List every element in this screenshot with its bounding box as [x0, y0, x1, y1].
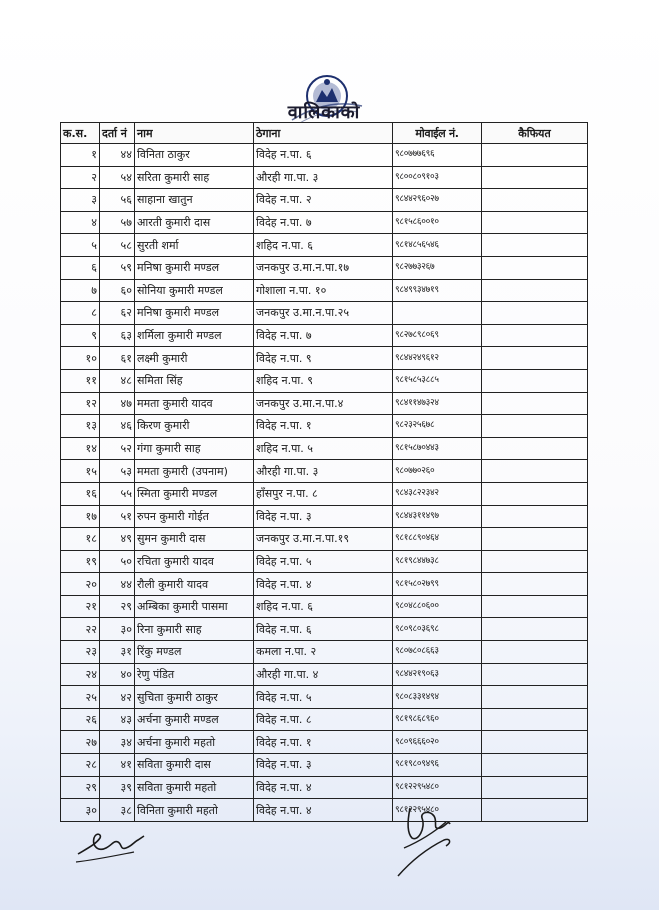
table-row [61, 369, 588, 392]
table-row [61, 618, 588, 641]
cell-sn: १५ [61, 460, 100, 483]
cell-sn: १० [61, 347, 100, 370]
cell-reg: ६३ [100, 324, 135, 347]
cell-address: विदेह न.पा. ४ [254, 573, 393, 596]
cell-sn: १९ [61, 550, 100, 573]
cell-mobile: ९८४४२४९६१२ [393, 347, 482, 370]
cell-name: रिना कुमारी साह [135, 618, 254, 641]
cell-mobile: ९८०९८०३६९८ [393, 618, 482, 641]
cell-remarks [482, 437, 588, 460]
cell-address: शहिद न.पा. ६ [254, 234, 393, 257]
cell-address: हाँसपुर न.पा. ८ [254, 482, 393, 505]
cell-reg: ५८ [100, 234, 135, 257]
table-row [61, 347, 588, 370]
cell-sn: २८ [61, 754, 100, 777]
cell-sn: ४ [61, 211, 100, 234]
cell-name: मनिषा कुमारी मण्डल [135, 256, 254, 279]
table-row [61, 731, 588, 754]
cell-remarks [482, 369, 588, 392]
cell-reg: ५३ [100, 460, 135, 483]
cell-sn: १८ [61, 528, 100, 551]
table-row [61, 528, 588, 551]
cell-sn: ५ [61, 234, 100, 257]
table-row [61, 686, 588, 709]
cell-remarks [482, 256, 588, 279]
cell-sn: २६ [61, 708, 100, 731]
cell-name: किरण कुमारी [135, 415, 254, 438]
cell-mobile: ९८१५८०२७९९ [393, 573, 482, 596]
cell-reg: ४६ [100, 415, 135, 438]
cell-remarks [482, 731, 588, 754]
cell-mobile: ९८१२२९५४८० [393, 776, 482, 799]
cell-mobile: ९८१९८०९४९६ [393, 754, 482, 777]
cell-remarks [482, 641, 588, 664]
cell-sn: १ [61, 144, 100, 167]
cell-remarks [482, 415, 588, 438]
cell-remarks [482, 708, 588, 731]
cell-address: विदेह न.पा. ७ [254, 211, 393, 234]
cell-mobile: ९८१२२९५४८० [393, 799, 482, 822]
table-row [61, 754, 588, 777]
cell-sn: २० [61, 573, 100, 596]
cell-remarks [482, 754, 588, 777]
table-row [61, 324, 588, 347]
cell-reg: ४९ [100, 528, 135, 551]
cell-name: अर्चना कुमारी मण्डल [135, 708, 254, 731]
cell-address: शहिद न.पा. ५ [254, 437, 393, 460]
cell-sn: २९ [61, 776, 100, 799]
cell-reg: ५९ [100, 256, 135, 279]
cell-address: कमला न.पा. २ [254, 641, 393, 664]
cell-sn: १२ [61, 392, 100, 415]
cell-address: विदेह न.पा. ९ [254, 347, 393, 370]
table-row [61, 776, 588, 799]
table-row [61, 189, 588, 212]
cell-address: औरही गा.पा. ३ [254, 460, 393, 483]
cell-sn: ८ [61, 302, 100, 325]
table-row [61, 166, 588, 189]
cell-reg: ४४ [100, 144, 135, 167]
cell-name: ममता कुमारी (उपनाम) [135, 460, 254, 483]
table-header-row [61, 123, 588, 144]
cell-name: रिंकु मण्डल [135, 641, 254, 664]
cell-remarks [482, 211, 588, 234]
cell-address: गोशाला न.पा. १० [254, 279, 393, 302]
cell-reg: ४४ [100, 573, 135, 596]
right-signature-icon [390, 798, 464, 880]
cell-sn: ३० [61, 799, 100, 822]
cell-name: विनिता ठाकुर [135, 144, 254, 167]
cell-mobile: ९८०८३३१४९४ [393, 686, 482, 709]
cell-name: सविता कुमारी दास [135, 754, 254, 777]
header-reg: दर्ता नं [100, 123, 135, 144]
table-row [61, 595, 588, 618]
cell-name: सुचिता कुमारी ठाकुर [135, 686, 254, 709]
table-row [61, 211, 588, 234]
table-row [61, 550, 588, 573]
table-row [61, 302, 588, 325]
cell-mobile: ९८१५८६००१० [393, 211, 482, 234]
cell-sn: ९ [61, 324, 100, 347]
cell-sn: ७ [61, 279, 100, 302]
cell-remarks [482, 392, 588, 415]
cell-reg: २९ [100, 595, 135, 618]
table-row [61, 437, 588, 460]
cell-mobile: ९८०७७०२६० [393, 460, 482, 483]
cell-reg: ३८ [100, 799, 135, 822]
header-remarks: कैफियत [482, 123, 588, 144]
cell-address: औरही गा.पा. ३ [254, 166, 393, 189]
table-row [61, 415, 588, 438]
cell-name: अर्चना कुमारी महतो [135, 731, 254, 754]
cell-remarks [482, 618, 588, 641]
cell-mobile: ९८१८८९०४६४ [393, 528, 482, 551]
cell-mobile: ९८०७८०८६६३ [393, 641, 482, 664]
cell-address: शहिद न.पा. ६ [254, 595, 393, 618]
cell-reg: ५६ [100, 189, 135, 212]
document-title: वालिकाको [287, 102, 361, 123]
cell-name: आरती कुमारी दास [135, 211, 254, 234]
cell-name: स्मिता कुमारी मण्डल [135, 482, 254, 505]
cell-remarks [482, 324, 588, 347]
cell-reg: ३१ [100, 641, 135, 664]
cell-reg: ४१ [100, 754, 135, 777]
cell-reg: ५५ [100, 482, 135, 505]
cell-address: विदेह न.पा. ७ [254, 324, 393, 347]
table-row [61, 279, 588, 302]
cell-mobile: ९८४४२९६०२७ [393, 189, 482, 212]
cell-reg: ३० [100, 618, 135, 641]
cell-remarks [482, 166, 588, 189]
header-mobile: मोवाईल नं. [393, 123, 482, 144]
cell-sn: २ [61, 166, 100, 189]
cell-address: जनकपुर उ.मा.न.पा.४ [254, 392, 393, 415]
table-row [61, 144, 588, 167]
cell-address: विदेह न.पा. ८ [254, 708, 393, 731]
left-signature-icon [74, 818, 152, 868]
table-row [61, 573, 588, 596]
cell-reg: ४७ [100, 392, 135, 415]
cell-reg: ३४ [100, 731, 135, 754]
table-body [61, 144, 588, 822]
cell-remarks [482, 505, 588, 528]
table-row [61, 505, 588, 528]
cell-sn: १६ [61, 482, 100, 505]
cell-mobile [393, 302, 482, 325]
cell-mobile: ९८१९८६८९६० [393, 708, 482, 731]
cell-mobile: ९८०९६६६०२० [393, 731, 482, 754]
cell-mobile: ९८००८०९१०३ [393, 166, 482, 189]
cell-name: अम्बिका कुमारी पासमा [135, 595, 254, 618]
cell-reg: ५७ [100, 211, 135, 234]
cell-name: रुपन कुमारी गोईत [135, 505, 254, 528]
cell-reg: ४३ [100, 708, 135, 731]
cell-name: रेणु पंडित [135, 663, 254, 686]
cell-sn: ३ [61, 189, 100, 212]
cell-name: रचिता कुमारी यादव [135, 550, 254, 573]
cell-address: विदेह न.पा. ४ [254, 776, 393, 799]
cell-remarks [482, 528, 588, 551]
cell-address: विदेह न.पा. ४ [254, 799, 393, 822]
cell-name: सोनिया कुमारी मण्डल [135, 279, 254, 302]
cell-mobile: ९८१९८४४७३८ [393, 550, 482, 573]
cell-remarks [482, 550, 588, 573]
cell-reg: ५२ [100, 437, 135, 460]
cell-remarks [482, 686, 588, 709]
cell-reg: ४८ [100, 369, 135, 392]
cell-remarks [482, 234, 588, 257]
table-row [61, 256, 588, 279]
table-row [61, 708, 588, 731]
cell-mobile: ९८१५८५३८८५ [393, 369, 482, 392]
table-row [61, 663, 588, 686]
table-row [61, 641, 588, 664]
header-name: नाम [135, 123, 254, 144]
cell-address: विदेह न.पा. १ [254, 415, 393, 438]
cell-sn: ११ [61, 369, 100, 392]
cell-sn: १७ [61, 505, 100, 528]
cell-name: मनिषा कुमारी मण्डल [135, 302, 254, 325]
cell-name: लक्ष्मी कुमारी [135, 347, 254, 370]
cell-reg: ५१ [100, 505, 135, 528]
table-row [61, 234, 588, 257]
cell-mobile: ९८१५८७०४४३ [393, 437, 482, 460]
cell-reg: ४२ [100, 686, 135, 709]
cell-sn: २७ [61, 731, 100, 754]
cell-mobile: ९८२७७३२६७ [393, 256, 482, 279]
cell-address: जनकपुर उ.मा.न.पा.१७ [254, 256, 393, 279]
cell-name: सुमन कुमारी दास [135, 528, 254, 551]
cell-name: रौली कुमारी यादव [135, 573, 254, 596]
cell-remarks [482, 595, 588, 618]
cell-sn: १३ [61, 415, 100, 438]
cell-reg: ४० [100, 663, 135, 686]
cell-address: जनकपुर उ.मा.न.पा.२५ [254, 302, 393, 325]
cell-reg: ५० [100, 550, 135, 573]
cell-mobile: ९८४४२१९०६३ [393, 663, 482, 686]
cell-name: साहाना खातुन [135, 189, 254, 212]
cell-reg: ६२ [100, 302, 135, 325]
cell-address: विदेह न.पा. ५ [254, 550, 393, 573]
cell-mobile: ९८०७७७६९६ [393, 144, 482, 167]
student-list-table [60, 122, 588, 822]
cell-remarks [482, 189, 588, 212]
cell-remarks [482, 482, 588, 505]
cell-sn: ६ [61, 256, 100, 279]
cell-remarks [482, 573, 588, 596]
cell-mobile: ९८२७८९८०६९ [393, 324, 482, 347]
cell-remarks [482, 799, 588, 822]
cell-mobile: ९८४११४७३२४ [393, 392, 482, 415]
cell-address: विदेह न.पा. ५ [254, 686, 393, 709]
cell-address: जनकपुर उ.मा.न.पा.१९ [254, 528, 393, 551]
cell-address: शहिद न.पा. ९ [254, 369, 393, 392]
cell-name: सुरती शर्मा [135, 234, 254, 257]
cell-name: सविता कुमारी महतो [135, 776, 254, 799]
cell-remarks [482, 663, 588, 686]
header-sn: क.स. [61, 123, 100, 144]
cell-remarks [482, 279, 588, 302]
cell-address: विदेह न.पा. २ [254, 189, 393, 212]
cell-name: सरिता कुमारी साह [135, 166, 254, 189]
cell-remarks [482, 302, 588, 325]
cell-address: विदेह न.पा. ३ [254, 505, 393, 528]
cell-sn: २१ [61, 595, 100, 618]
cell-remarks [482, 776, 588, 799]
cell-address: विदेह न.पा. ६ [254, 618, 393, 641]
cell-sn: २२ [61, 618, 100, 641]
cell-sn: १४ [61, 437, 100, 460]
cell-mobile: ९८०४८८०६०० [393, 595, 482, 618]
cell-reg: ६१ [100, 347, 135, 370]
cell-mobile: ९८४४३११४९७ [393, 505, 482, 528]
table-row [61, 460, 588, 483]
cell-name: ममता कुमारी यादव [135, 392, 254, 415]
cell-mobile: ९८४३८२२३४२ [393, 482, 482, 505]
cell-mobile: ९८१४८५६५४६ [393, 234, 482, 257]
cell-address: विदेह न.पा. ६ [254, 144, 393, 167]
cell-address: विदेह न.पा. १ [254, 731, 393, 754]
cell-remarks [482, 144, 588, 167]
cell-reg: ३९ [100, 776, 135, 799]
cell-reg: ५४ [100, 166, 135, 189]
cell-name: समिता सिंह [135, 369, 254, 392]
cell-name: शर्मिला कुमारी मण्डल [135, 324, 254, 347]
table-row [61, 392, 588, 415]
cell-reg: ६० [100, 279, 135, 302]
header-address: ठेगाना [254, 123, 393, 144]
cell-address: औरही गा.पा. ४ [254, 663, 393, 686]
cell-remarks [482, 347, 588, 370]
cell-sn: २३ [61, 641, 100, 664]
cell-mobile: ९८४९९३४७१९ [393, 279, 482, 302]
table-row [61, 482, 588, 505]
cell-sn: २५ [61, 686, 100, 709]
cell-remarks [482, 460, 588, 483]
cell-address: विदेह न.पा. ३ [254, 754, 393, 777]
cell-name: गंगा कुमारी साह [135, 437, 254, 460]
cell-sn: २४ [61, 663, 100, 686]
cell-name: विनिता कुमारी महतो [135, 799, 254, 822]
cell-mobile: ९८२३२५६७८ [393, 415, 482, 438]
